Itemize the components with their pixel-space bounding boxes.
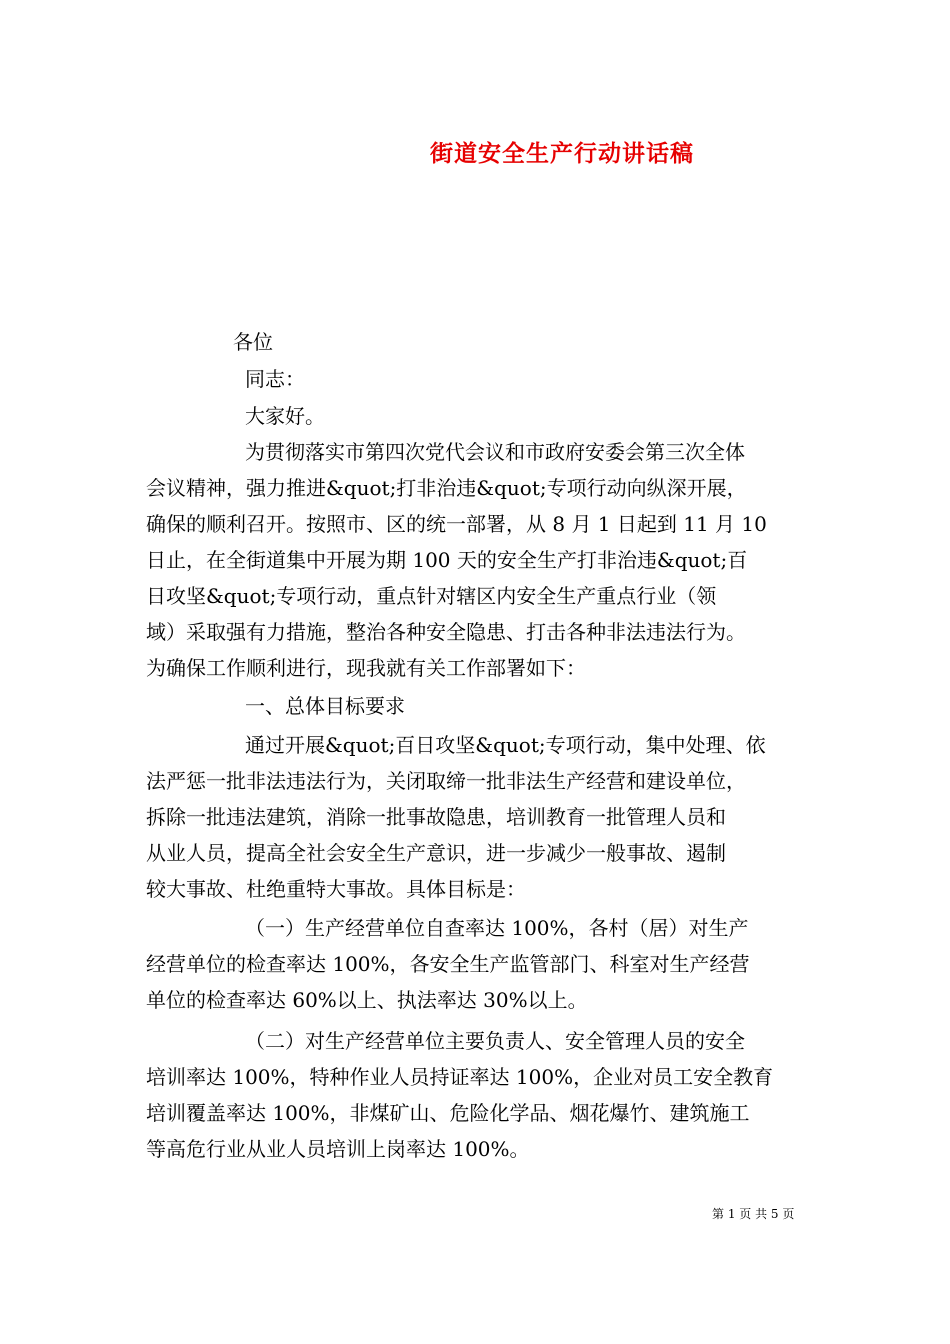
- paragraph-line: 为确保工作顺利进行，现我就有关工作部署如下：: [146, 656, 586, 680]
- page-number: 第 1 页 共 5 页: [712, 1207, 795, 1221]
- paragraph-line: 为贯彻落实市第四次党代会议和市政府安委会第三次全体: [245, 440, 745, 464]
- paragraph-line: 日止，在全街道集中开展为期 100 天的安全生产打非治违&quot;百: [146, 548, 748, 572]
- paragraph-line: 经营单位的检查率达 100%，各安全生产监管部门、科室对生产经营: [146, 952, 750, 976]
- salutation-line: 各位: [233, 330, 273, 354]
- paragraph-line: 较大事故、杜绝重特大事故。具体目标是：: [146, 877, 526, 901]
- paragraph-line: （二）对生产经营单位主要负责人、安全管理人员的安全: [245, 1029, 745, 1053]
- paragraph-line: 法严惩一批非法违法行为，关闭取缔一批非法生产经营和建设单位，: [146, 769, 746, 793]
- paragraph-line: 培训覆盖率达 100%，非煤矿山、危险化学品、烟花爆竹、建筑施工: [146, 1101, 750, 1125]
- salutation-line: 同志：: [245, 367, 305, 391]
- paragraph-line: 单位的检查率达 60%以上、执法率达 30%以上。: [146, 988, 588, 1012]
- greeting-line: 大家好。: [245, 404, 325, 428]
- paragraph-line: 通过开展&quot;百日攻坚&quot;专项行动，集中处理、依: [245, 733, 766, 757]
- paragraph-line: 拆除一批违法建筑，消除一批事故隐患，培训教育一批管理人员和: [146, 805, 726, 829]
- document-title: 街道安全生产行动讲话稿: [430, 140, 694, 167]
- paragraph-line: （一）生产经营单位自查率达 100%，各村（居）对生产: [245, 916, 749, 940]
- paragraph-line: 确保的顺利召开。按照市、区的统一部署，从 8 月 1 日起到 11 月 10: [146, 512, 767, 536]
- paragraph-line: 从业人员，提高全社会安全生产意识，进一步减少一般事故、遏制: [146, 841, 726, 865]
- paragraph-line: 日攻坚&quot;专项行动，重点针对辖区内安全生产重点行业（领: [146, 584, 717, 608]
- paragraph-line: 会议精神，强力推进&quot;打非治违&quot;专项行动向纵深开展，: [146, 476, 747, 500]
- paragraph-line: 等高危行业从业人员培训上岗率达 100%。: [146, 1137, 530, 1161]
- paragraph-line: 培训率达 100%，特种作业人员持证率达 100%，企业对员工安全教育: [146, 1065, 774, 1089]
- paragraph-line: 域）采取强有力措施，整治各种安全隐患、打击各种非法违法行为。: [146, 620, 746, 644]
- section-heading: 一、总体目标要求: [245, 694, 405, 718]
